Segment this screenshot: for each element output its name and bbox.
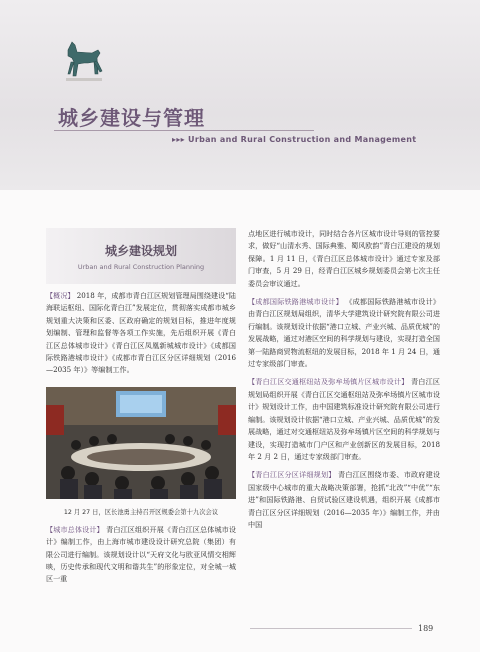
section-subtitle: ▸▸▸ Urban and Rural Construction and Management [172, 135, 417, 144]
continued-paragraph: 点地区进行城市设计，同时结合各片区城市设计导则的管控要求，做好“山清水秀、国际典雅、蜀风欧韵”青白江建设的规划保障。1 月 11 日，《青白江区总体城市设计》通过专家及部门审查，5 月 29 日，经青白江区城乡规划委员会第七次主任委员会审议通过。 [248, 229, 440, 288]
transport-hub-paragraph [248, 376, 440, 463]
railway-port-paragraph [248, 296, 440, 370]
overview-tag: 【概况】 [46, 291, 75, 300]
section-divider [54, 130, 314, 131]
left-column [46, 228, 236, 592]
overview-text: 2018 年，成都市青白江区规划管理局围绕建设“陆海联运枢纽、国际化青白江”发展定位，贯彻落实成都市城乡规划重大决策和区委、区政府确定的规划目标，推进年度规划编制、管理和监督等各项工作实施，先后组织开展《青白江区总体城市设计》《青白江区凤凰新城城市设计》《成都国际铁路港城市设计》《成都市青白江区分区详细规划（2016—2035 年）》等编制工作。 [46, 291, 236, 375]
header-band [0, 0, 480, 190]
urban-design-text: 青白江区组织开展《青白江区总体城市设计》编制工作，由上海市城市建设设计研究总院（集团）有限公司进行编制。该规划设计以“天府文化与欧亚风情交相辉映，历史传承和现代文明和谐共生”的形象定位，对全城一城区一重 [46, 524, 236, 584]
transport-hub-tag: 【青白江区交通枢纽站及弥牟场镇片区城市设计】 [248, 377, 409, 387]
footer-rule [250, 628, 412, 629]
right-column [248, 228, 440, 537]
subsection-heading-box [46, 228, 236, 284]
urban-design-tag: 【城市总体设计】 [46, 524, 104, 534]
subsection-title: 城乡建设规划 [104, 244, 177, 258]
urban-design-paragraph [46, 524, 236, 586]
transport-hub-text: 青白江区规划局组织开展《青白江区交通枢纽站及弥牟场镇片区城市设计》规划设计工作，由中国建筑标准设计研究院有限公司进行编制。该规划设计依据“港口立城、产业兴城、品质优城”的发展战略，通过对交通枢纽站及弥牟场镇片区空间的科学规划与建设，实现打造城市门户区和产业创新区的发展目标，2018 年 2 月 2 日，通过专家级部门审查。 [248, 377, 440, 461]
page-number: 189 [418, 624, 434, 633]
section-title: 城乡建设与管理 [58, 106, 205, 130]
district-plan-tag: 【青白江区分区详细规划】 [248, 470, 336, 480]
district-plan-text: 青白江区围绕市委、市政府建设国家级中心城市的重大战略决策部署，抢抓“北改”“中优”“东进”和国际铁路港、自贸试验区建设机遇，组织开展《成都市青白江区分区详细规划（2016—2035 年）》编制工作，并由中国 [248, 470, 440, 529]
subsection-subtitle: Urban and Rural Construction Planning [77, 263, 205, 271]
district-plan-paragraph [248, 469, 440, 531]
railway-port-tag: 【成都国际铁路港城市设计】 [248, 297, 343, 307]
railway-port-text: 《成都国际铁路港城市设计》由青白江区规划局组织，清华大学建筑设计研究院有限公司进行编制。该规划设计依据“港口立城、产业兴城、品质优城”的发展战略，通过对港区空间的科学规划与建设，实现打造全国第一陆路商贸物流枢纽的发展目标，2018 年 1 月 24 日，通过专家级部门审查。 [248, 297, 440, 369]
photo-caption: 12 月 27 日，区长池勇主持召开区规委会第十九次会议 [63, 508, 219, 516]
overview-paragraph [46, 290, 236, 377]
bronze-horse-logo-icon [62, 36, 106, 86]
meeting-photo [46, 387, 236, 499]
